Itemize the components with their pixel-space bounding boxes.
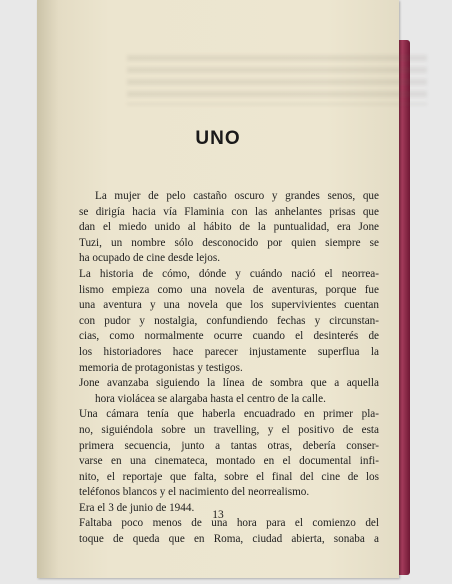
paragraph (79, 189, 379, 267)
chapter-title: UNO (195, 128, 241, 149)
chapter-body (79, 189, 379, 548)
text-line: toque de queda que en Roma, ciudad abierta, sonaba a (79, 533, 379, 546)
text-line: nito, el reportaje que falta, sobre el final del cine de los (79, 470, 379, 483)
text-line: Tuzi, un nombre sólo desconocido por quien siempre se (79, 236, 379, 249)
show-through-text (127, 55, 427, 105)
text-line: los historiadores hace parecer injustamente superflua la (79, 345, 379, 358)
text-line: lismo empieza como una novela de aventuras, porque fue (79, 283, 379, 296)
text-line: Jone avanzaba siguiendo la línea de sombra que a aquella (79, 377, 379, 390)
text-line: no, siguiéndola sobre un travelling, y el positivo de esta (79, 423, 379, 436)
text-line: ha ocupado de cine desde lejos. (79, 252, 221, 265)
paragraph (79, 267, 379, 376)
text-line: dan el miedo unido al hábito de la puntualidad, era Jone (79, 221, 379, 234)
text-line: Una cámara tenía que haberla encuadrado en primer pla- (79, 408, 379, 421)
paragraph (79, 516, 379, 547)
page-number: 13 (212, 509, 224, 521)
paragraph (79, 376, 379, 407)
text-line: hora violácea se alargaba hasta el centro de la calle. (95, 392, 326, 405)
text-line: Era el 3 de junio de 1944. (79, 501, 195, 514)
text-line: memoria de protagonistas y testigos. (79, 361, 243, 374)
text-line: Faltaba poco menos de una hora para el comienzo del (79, 517, 379, 530)
text-line: teléfonos blancos y el nacimiento del neorrealismo. (79, 486, 310, 499)
text-line: La mujer de pelo castaño oscuro y grandes senos, que (95, 190, 379, 202)
text-line: primera secuencia, junto a tantas otras, debería conser- (79, 439, 379, 452)
text-line: se dirigía hacia vía Flaminia con las anhelantes prisas que (79, 205, 379, 218)
text-line: una aventura y una novela que los supervivientes cuentan (79, 299, 379, 312)
text-line: La historia de cómo, dónde y cuándo nació el neorrea- (79, 267, 379, 280)
text-line: cias, como normalmente ocurre cuando el desinterés de (79, 330, 379, 343)
paragraph (79, 407, 379, 501)
text-line: varse en una cinemateca, montado en el documental infi- (79, 455, 379, 468)
text-line: con pudor y nostalgia, confundiendo fechas y circunstan- (79, 314, 379, 327)
